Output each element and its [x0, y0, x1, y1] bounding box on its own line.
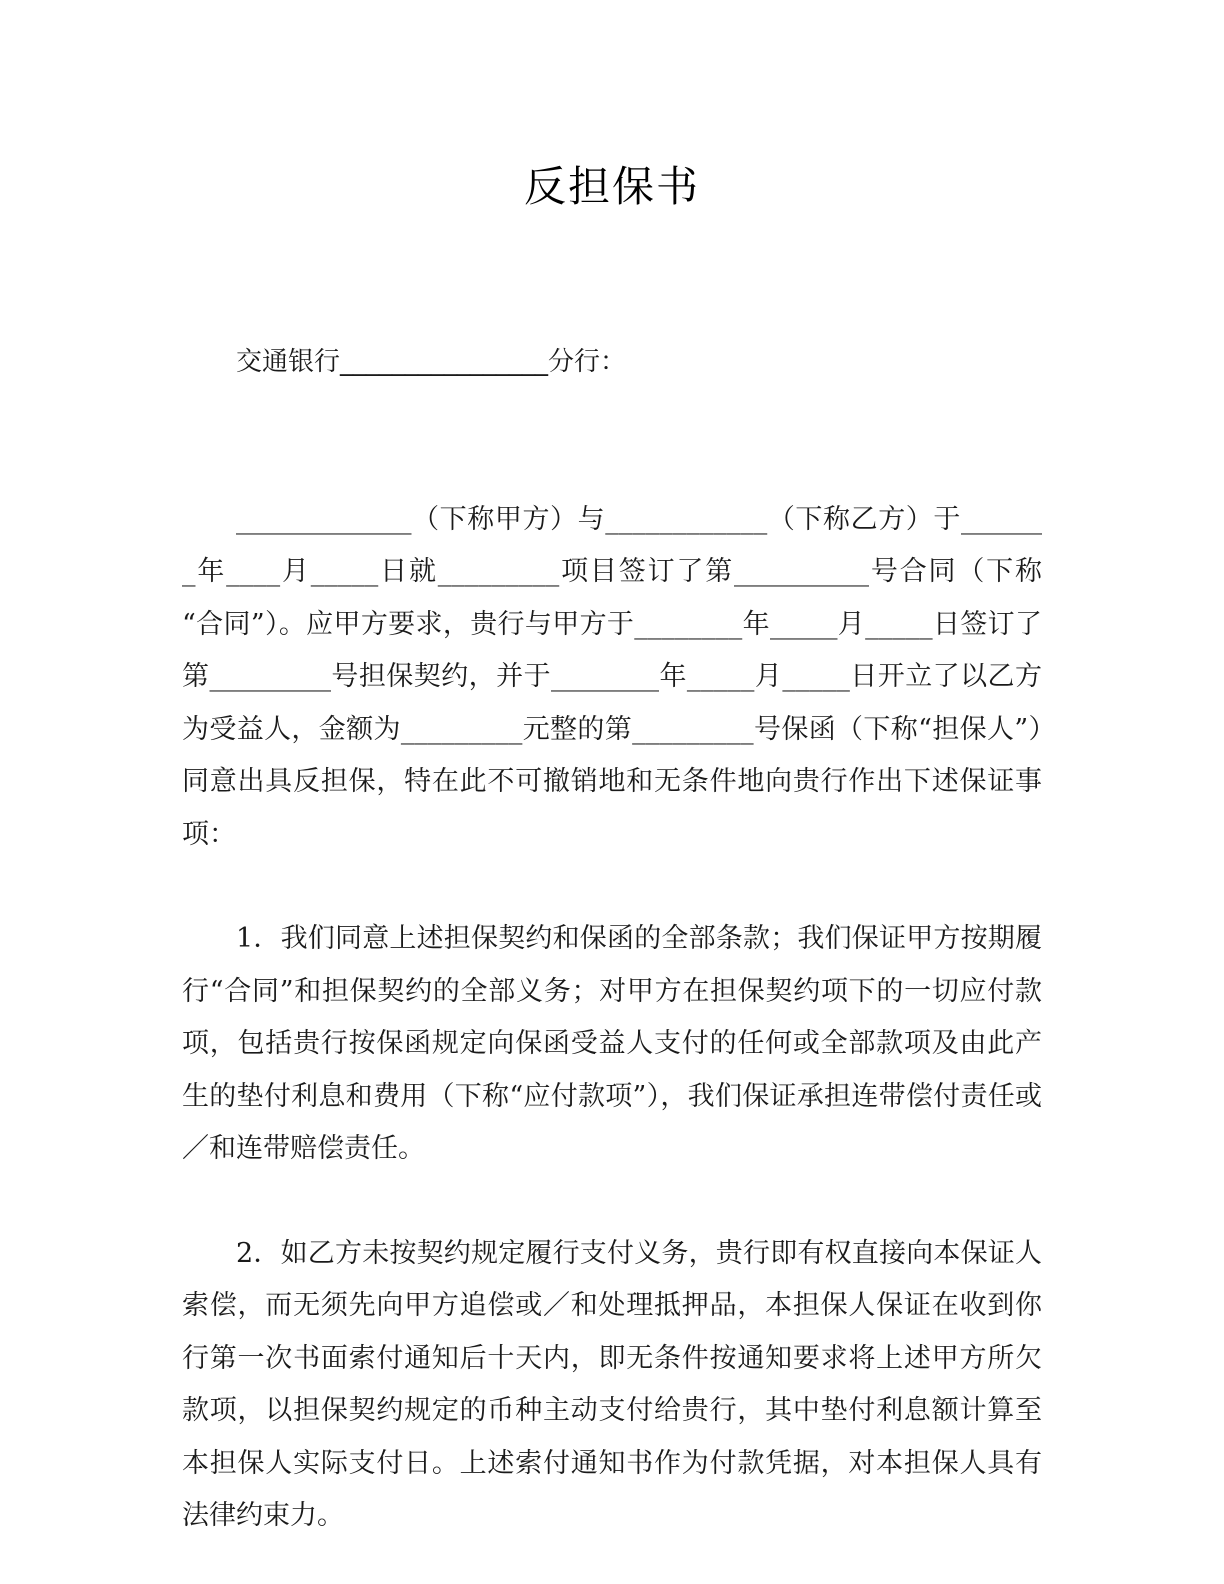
spacer-between-clauses	[182, 1176, 1042, 1228]
preamble-paragraph: _____________（下称甲方）与____________（下称乙方）于_______年____月_____日就_________项目签订了第__________号合同（下称“合同”）。应甲方要求，贵行与甲方于________年_____月_____日签订了第_________号担保契约，并于________年_____月_____日开立了以乙方为受益人，金额为_________元整的第_________号保函（下称“担保人”）同意出具反担保，特在此不可撤销地和无条件地向贵行作出下述保证事项：	[182, 503, 1042, 850]
spacer-after-salutation	[182, 389, 1042, 494]
clause-paragraph-2	[182, 1228, 1042, 1543]
clause-paragraph-1	[182, 913, 1042, 1176]
page-title: 反担保书	[523, 162, 700, 212]
clause-text-2: 如乙方未按契约规定履行支付义务，贵行即有权直接向本保证人索偿，而无须先向甲方追偿或／和处理抵押品，本担保人保证在收到你行第一次书面索付通知后十天内，即无条件按通知要求将上述甲方所欠款项，以担保契约规定的币种主动支付给贵行，其中垫付利息额计算至本担保人实际支付日。上述索付通知书作为付款凭据，对本担保人具有法律约束力。	[182, 1237, 1043, 1531]
clause-number-1: 1．	[236, 923, 281, 954]
salutation-line: 交通银行________________分行：	[236, 347, 627, 377]
clause-text-1: 我们同意上述担保契约和保函的全部条款；我们保证甲方按期履行“合同”和担保契约的全部义务；对甲方在担保契约项下的一切应付款项，包括贵行按保函规定向保函受益人支付的任何或全部款项及由此产生的垫付利息和费用（下称“应付款项”），我们保证承担连带偿付责任或／和连带赔偿责任。	[182, 923, 1043, 1164]
spacer-after-preamble	[182, 861, 1042, 913]
document-body	[182, 336, 1042, 1543]
clause-number-2: 2．	[236, 1237, 281, 1269]
